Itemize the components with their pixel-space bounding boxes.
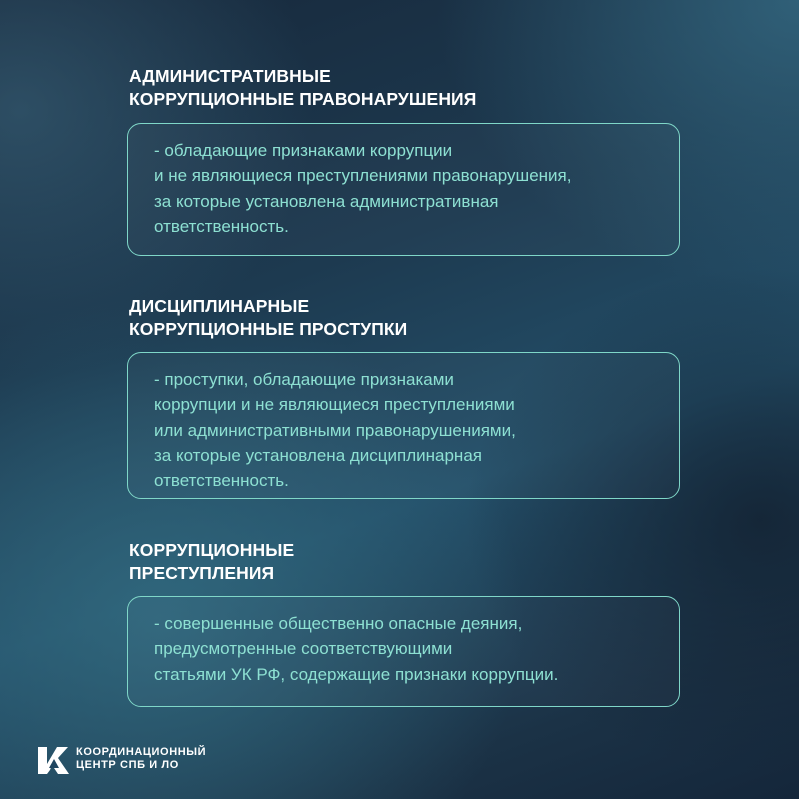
- text-line: ответственность.: [154, 216, 289, 236]
- text-line: - совершенные общественно опасные деяния,: [154, 614, 523, 633]
- title-line: АДМИНИСТРАТИВНЫЕ: [129, 66, 331, 86]
- text-line: коррупции и не являющиеся преступлениями: [154, 395, 515, 415]
- logo-line: ЦЕНТР СПБ И ЛО: [76, 759, 179, 771]
- definition-card-crimes: [127, 596, 680, 707]
- organization-logo: [38, 744, 206, 774]
- text-line: или административными правонарушениями,: [154, 420, 516, 440]
- text-line: и не являющиеся преступлениями правонарушения,: [154, 166, 572, 186]
- title-line: ДИСЦИПЛИНАРНЫЕ: [129, 296, 310, 316]
- text-line: - проступки, обладающие признаками: [154, 370, 454, 389]
- title-line: КОРРУПЦИОННЫЕ ПРОСТУПКИ: [129, 319, 408, 339]
- definition-card-administrative: [127, 123, 680, 256]
- title-line: КОРРУПЦИОННЫЕ: [129, 540, 295, 560]
- definition-text: [154, 138, 657, 239]
- title-line: КОРРУПЦИОННЫЕ ПРАВОНАРУШЕНИЯ: [129, 89, 477, 109]
- logo-line: КООРДИНАЦИОННЫЙ: [76, 746, 207, 758]
- section-title-crimes: [129, 539, 294, 585]
- definition-text: [154, 367, 657, 493]
- logo-text: [76, 746, 206, 772]
- definition-text: [154, 611, 657, 687]
- text-line: статьями УК РФ, содержащие признаки коррупции.: [154, 664, 559, 684]
- text-line: за которые установлена административная: [154, 191, 499, 211]
- text-line: - обладающие признаками коррупции: [154, 141, 453, 160]
- section-title-administrative: [129, 65, 476, 111]
- text-line: предусмотренные соответствующими: [154, 639, 453, 659]
- text-line: за которые установлена дисциплинарная: [154, 445, 482, 465]
- kc-logo-icon: [38, 744, 70, 774]
- text-line: ответственность.: [154, 471, 289, 491]
- definition-card-disciplinary: [127, 352, 680, 499]
- section-title-disciplinary: [129, 295, 407, 341]
- title-line: ПРЕСТУПЛЕНИЯ: [129, 563, 275, 583]
